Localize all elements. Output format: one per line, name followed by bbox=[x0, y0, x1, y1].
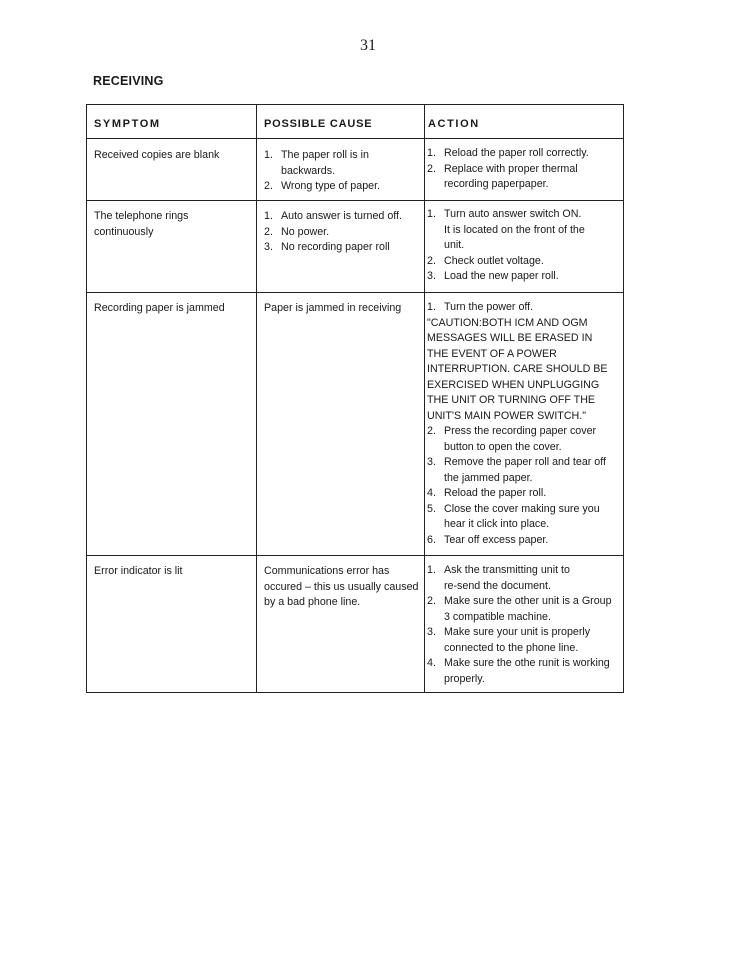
column-divider bbox=[424, 105, 425, 692]
caution-note: "CAUTION:BOTH ICM AND OGM MESSAGES WILL BE ERASED IN THE EVENT OF A POWER INTERRUPTION. CARE SHOULD BE EXERCISED WHEN UNPLUGGING THE UNIT OR TURNING OFF THE UNIT'S MAIN POWER SWITCH." bbox=[427, 316, 608, 422]
cause-item: 1. Auto answer is turned off. bbox=[264, 210, 402, 222]
cause-item: 2. No power. bbox=[264, 225, 330, 238]
troubleshooting-table bbox=[86, 104, 624, 693]
section-title: RECEIVING bbox=[93, 74, 164, 88]
action-cell bbox=[427, 300, 608, 548]
row-divider bbox=[87, 138, 623, 139]
action-item: 3. Make sure your unit is properly connected to the phone line. bbox=[427, 626, 591, 654]
symptom-text: continuously bbox=[94, 225, 154, 238]
row-divider bbox=[87, 292, 623, 293]
cause-item: 1. The paper roll is in backwards. bbox=[264, 149, 369, 177]
action-item: 3. Load the new paper roll. bbox=[427, 270, 559, 282]
action-item: 1. Reload the paper roll correctly. bbox=[427, 147, 589, 159]
header-symptom: SYMPTOM bbox=[94, 118, 161, 130]
action-item: 4. Make sure the othe runit is working properly. bbox=[427, 657, 610, 685]
cause-item: 3. No recording paper roll bbox=[264, 241, 390, 253]
action-cell bbox=[427, 207, 585, 285]
symptom-cell bbox=[94, 209, 188, 240]
symptom-text: Error indicator is lit bbox=[94, 565, 183, 577]
header-possible-cause: POSSIBLE CAUSE bbox=[264, 118, 373, 130]
cause-text: occured – this us usually caused bbox=[264, 580, 419, 593]
action-item: 2. Make sure the other unit is a Group 3 compatible machine. bbox=[427, 595, 612, 623]
action-item: 3. Remove the paper roll and tear off the jammed paper. bbox=[427, 456, 606, 484]
cause-cell bbox=[264, 148, 380, 195]
cause-text: Paper is jammed in receiving bbox=[264, 302, 402, 314]
action-item: 2. Check outlet voltage. bbox=[427, 254, 544, 267]
action-item: 1. Turn the power off. bbox=[427, 301, 534, 313]
action-item: 1. Ask the transmitting unit to re-send the document. bbox=[427, 564, 570, 592]
action-item: 2. Press the recording paper cover button to open the cover. bbox=[427, 425, 597, 453]
action-item: 2. Replace with proper thermal recording paperpaper. bbox=[427, 162, 578, 190]
header-action: ACTION bbox=[428, 118, 480, 130]
symptom-cell bbox=[94, 148, 219, 164]
cause-cell bbox=[264, 209, 402, 256]
cause-cell bbox=[264, 564, 418, 611]
column-divider bbox=[256, 105, 257, 692]
symptom-text: Recording paper is jammed bbox=[94, 302, 225, 314]
page-number: 31 bbox=[360, 37, 376, 54]
cause-text: by a bad phone line. bbox=[264, 596, 361, 608]
symptom-text: Received copies are blank bbox=[94, 149, 220, 161]
action-cell bbox=[427, 563, 612, 687]
cause-text: Communications error has bbox=[264, 565, 390, 577]
row-divider bbox=[87, 200, 623, 201]
row-divider bbox=[87, 555, 623, 556]
symptom-text: The telephone rings bbox=[94, 210, 189, 222]
action-item: 6. Tear off excess paper. bbox=[427, 533, 549, 546]
cause-cell bbox=[264, 301, 401, 317]
symptom-cell bbox=[94, 301, 225, 317]
symptom-cell bbox=[94, 564, 183, 580]
action-item: 4. Reload the paper roll. bbox=[427, 487, 547, 499]
cause-item: 2. Wrong type of paper. bbox=[264, 180, 381, 192]
action-item: 5. Close the cover making sure you hear it click into place. bbox=[427, 502, 600, 530]
action-cell bbox=[427, 146, 589, 193]
action-item: 1. Turn auto answer switch ON. It is located on the front of the unit. bbox=[427, 208, 585, 251]
